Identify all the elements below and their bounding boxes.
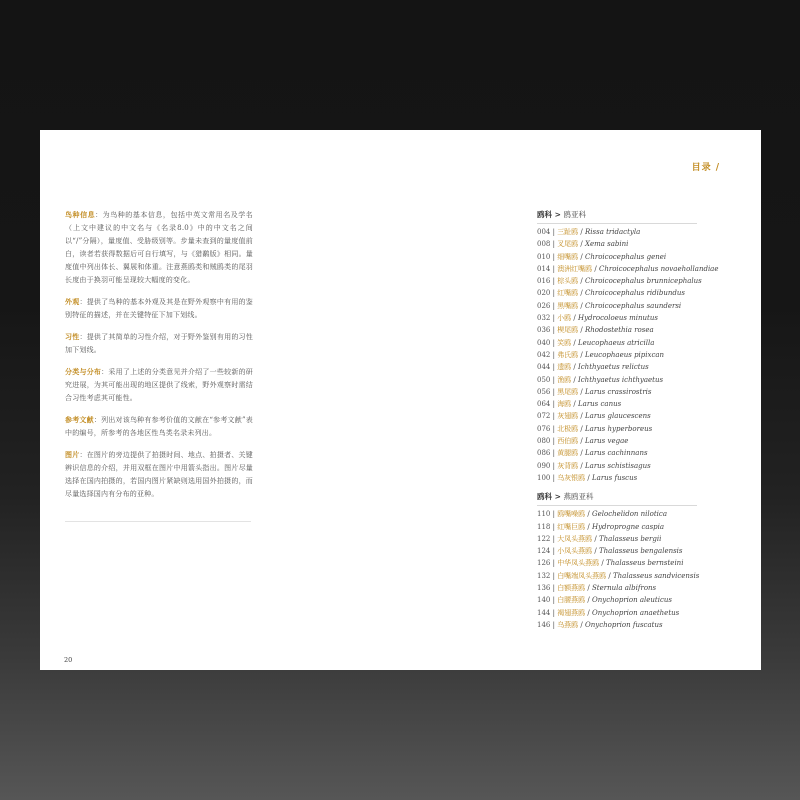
entry-separator: | [550, 350, 558, 359]
entry-chinese-name: 白额燕鸥 [557, 584, 586, 593]
paragraph-term: 鸟种信息 [65, 210, 96, 219]
entry-separator: / [578, 387, 585, 396]
entry-chinese-name: 海鸥 [557, 400, 572, 409]
entry-separator: | [550, 387, 558, 396]
paragraph-text: ：列出对该鸟种有参考价值的文献在“参考文献”表中的编号，所参考的各地区性鸟类名录未列出。 [65, 416, 253, 437]
entry-separator: / [592, 264, 599, 273]
entry-separator: / [585, 510, 592, 519]
entry-chinese-name: 灰背鸥 [557, 461, 579, 470]
paragraph-term: 参考文献 [65, 415, 94, 424]
book-spread [40, 130, 761, 670]
toc-entry[interactable] [537, 570, 737, 582]
entry-scientific-name: Chroicocephalus novaehollandiae [599, 264, 719, 273]
entry-page-number: 004 [537, 228, 551, 236]
subfamily-name: 鸥亚科 [563, 210, 587, 219]
entry-scientific-name: Larus schistisagus [585, 461, 651, 470]
entry-scientific-name: Hydroprogne caspia [592, 522, 665, 531]
entry-chinese-name: 红嘴巨鸥 [557, 522, 586, 531]
entry-separator: | [550, 363, 558, 372]
entry-scientific-name: Gelochelidon nilotica [592, 510, 668, 519]
toc-entry[interactable] [537, 361, 737, 373]
entry-scientific-name: Thalasseus bernsteini [606, 559, 684, 568]
entry-page-number: 008 [537, 240, 551, 249]
entry-chinese-name: 红嘴鸥 [557, 289, 579, 298]
entry-scientific-name: Onychoprion aleuticus [592, 596, 672, 605]
entry-page-number: 032 [537, 314, 551, 323]
toc-title: 目录 / [691, 163, 720, 173]
left-page [40, 130, 400, 670]
toc-entry[interactable] [537, 398, 737, 410]
entry-separator: / [585, 596, 592, 605]
entry-page-number: 146 [537, 620, 551, 629]
toc-entry[interactable] [537, 545, 737, 557]
toc-entry[interactable] [537, 435, 737, 447]
entry-scientific-name: Rhodostethia rosea [585, 326, 654, 335]
entry-page-number: 080 [537, 437, 551, 446]
entry-separator: | [550, 264, 558, 273]
entry-separator: / [571, 338, 578, 347]
entry-separator: | [550, 571, 558, 580]
entry-scientific-name: Larus canus [578, 400, 622, 409]
entry-chinese-name: 楔尾鸥 [557, 326, 579, 335]
toc-entry[interactable] [537, 594, 737, 606]
entry-separator: / [585, 473, 592, 482]
table-of-contents [537, 208, 737, 631]
toc-entry[interactable] [537, 423, 737, 435]
paragraph-term: 外观 [65, 297, 80, 306]
entry-scientific-name: Ichthyaetus ichthyaetus [578, 375, 664, 384]
entry-page-number: 090 [537, 461, 551, 470]
toc-entry[interactable] [537, 263, 737, 275]
entry-chinese-name: 大凤头燕鸥 [557, 534, 593, 543]
toc-entry[interactable] [537, 619, 737, 631]
entry-separator: / [578, 301, 585, 310]
entry-chinese-name: 小凤头燕鸥 [557, 547, 593, 556]
entry-separator: / [578, 228, 585, 236]
entry-separator: / [578, 449, 585, 458]
entry-page-number: 050 [537, 375, 551, 384]
entry-separator: | [550, 449, 558, 458]
entry-scientific-name: Larus crassirostris [585, 387, 652, 396]
toc-entry[interactable] [537, 447, 737, 459]
entry-separator: | [550, 510, 558, 519]
toc-entry[interactable] [537, 410, 737, 422]
toc-entry[interactable] [537, 607, 737, 619]
entry-separator: | [550, 326, 558, 335]
entry-page-number: 124 [537, 547, 551, 556]
toc-entry[interactable] [537, 275, 737, 287]
entry-separator: | [550, 301, 558, 310]
entry-separator: / [571, 314, 578, 323]
entry-separator: | [550, 596, 558, 605]
entry-separator: / [578, 252, 585, 261]
entry-scientific-name: Chroicocephalus genei [585, 252, 667, 261]
entry-scientific-name: Larus vegae [585, 437, 629, 446]
entry-chinese-name: 三趾鸥 [557, 228, 579, 236]
entry-separator: / [585, 608, 592, 617]
entry-separator: | [550, 228, 558, 236]
toc-divider [537, 223, 697, 224]
entry-separator: / [578, 620, 585, 629]
toc-entry[interactable] [537, 337, 737, 349]
toc-entry[interactable] [537, 324, 737, 336]
paragraph-text: ：为鸟种的基本信息，包括中英文常用名及学名（上文中建议的中文名与《名录8.0》中的中文名之间以“/”分隔），量度值、受胁级别等。步量未查到的量度值前白，读者若获得数据后可自行填写，与《猎鹬版》相同。量度值中列出体长、翼展和体重。注意燕鸥类和贼鸥类的尾羽长度由于换羽可能呈现较大幅度的变化。 [65, 211, 253, 284]
toc-entry[interactable] [537, 557, 737, 569]
entry-page-number: 036 [537, 326, 551, 335]
entry-page-number: 056 [537, 387, 551, 396]
entry-page-number: 064 [537, 400, 551, 409]
section-rule [65, 521, 251, 522]
toc-entry[interactable] [537, 238, 737, 250]
entry-separator: | [550, 375, 558, 384]
entry-page-number: 110 [537, 510, 551, 519]
breadcrumb-separator: > [552, 492, 564, 502]
entry-separator: / [571, 375, 578, 384]
entry-chinese-name: 棕头鸥 [557, 277, 579, 286]
entry-scientific-name: Thalasseus bengalensis [599, 547, 683, 556]
entry-scientific-name: Rissa tridactyla [585, 228, 641, 236]
entry-scientific-name: Onychoprion fuscatus [585, 620, 663, 629]
entry-scientific-name: Larus fuscus [592, 473, 638, 482]
entry-chinese-name: 白嘴端凤头燕鸥 [557, 571, 607, 580]
entry-page-number: 076 [537, 424, 551, 433]
entry-scientific-name: Chroicocephalus saundersi [585, 301, 682, 310]
subfamily-heading [537, 208, 737, 221]
description-paragraph [65, 448, 253, 501]
entry-chinese-name: 北极鸥 [557, 424, 579, 433]
toc-divider [537, 505, 697, 506]
entry-scientific-name: Larus hyperboreus [585, 424, 653, 433]
page-number: 20 [64, 656, 73, 664]
description-paragraph [65, 365, 253, 405]
entry-page-number: 072 [537, 412, 551, 421]
entry-separator: | [550, 412, 558, 421]
entry-scientific-name: Chroicocephalus ridibundus [585, 289, 685, 298]
entry-chinese-name: 褐翅燕鸥 [557, 608, 586, 617]
entry-page-number: 122 [537, 534, 551, 543]
entry-separator: | [550, 620, 558, 629]
entry-scientific-name: Thalasseus bergii [599, 534, 662, 543]
entry-page-number: 118 [537, 522, 551, 531]
entry-separator: / [578, 240, 585, 249]
entry-separator: | [550, 289, 558, 298]
entry-separator: / [599, 559, 606, 568]
entry-page-number: 132 [537, 571, 551, 580]
entry-separator: | [550, 584, 558, 593]
entry-separator: | [550, 473, 558, 482]
entry-separator: / [606, 571, 613, 580]
entry-separator: | [550, 437, 558, 446]
entry-separator: | [550, 240, 558, 249]
entry-separator: / [592, 534, 599, 543]
toc-entry[interactable] [537, 287, 737, 299]
paragraph-text: ：在图片的旁边提供了拍摄时间、地点、拍摄者、关键辨识信息的介绍，并用双框在图片中用箭头指出。图片尽量选择在国内拍摄的，若国内图片紧缺则选用国外拍摄的，而尽量选择国内有分布的亚种。 [65, 451, 253, 498]
entry-separator: | [550, 424, 558, 433]
entry-separator: | [550, 252, 558, 261]
paragraph-term: 分类与分布 [65, 367, 102, 376]
entry-chinese-name: 白腰燕鸥 [557, 596, 586, 605]
toc-entry[interactable] [537, 374, 737, 386]
toc-entry[interactable] [537, 460, 737, 472]
right-page [400, 130, 761, 670]
entry-chinese-name: 叉尾鸥 [557, 240, 579, 249]
entry-separator: | [550, 608, 558, 617]
entry-scientific-name: Leucophaeus atricilla [578, 338, 655, 347]
toc-entry[interactable] [537, 251, 737, 263]
entry-separator: / [578, 424, 585, 433]
subfamily-heading [537, 490, 737, 503]
entry-chinese-name: 黑尾鸥 [557, 387, 579, 396]
entry-page-number: 086 [537, 449, 551, 458]
paragraph-term: 习性 [65, 332, 80, 341]
entry-page-number: 100 [537, 473, 551, 482]
entry-scientific-name: Larus glaucescens [585, 412, 651, 421]
entry-page-number: 144 [537, 608, 551, 617]
entry-page-number: 040 [537, 338, 551, 347]
entry-separator: / [578, 461, 585, 470]
entry-separator: / [585, 584, 592, 593]
entry-page-number: 020 [537, 289, 551, 298]
entry-chinese-name: 澳洲红嘴鸥 [557, 264, 593, 273]
description-paragraph [65, 295, 253, 322]
entry-page-number: 042 [537, 350, 551, 359]
entry-separator: | [550, 461, 558, 470]
entry-chinese-name: 中华凤头燕鸥 [557, 559, 600, 568]
toc-entry[interactable] [537, 386, 737, 398]
entry-page-number: 014 [537, 264, 551, 273]
entry-separator: / [578, 289, 585, 298]
breadcrumb-separator: > [552, 210, 564, 219]
entry-chinese-name: 黑嘴鸥 [557, 301, 579, 310]
entry-scientific-name: Ichthyaetus relictus [578, 363, 649, 372]
description-paragraph [65, 330, 253, 357]
paragraph-term: 图片 [65, 450, 80, 459]
entry-separator: / [571, 363, 578, 372]
entry-scientific-name: Thalasseus sandvicensis [613, 571, 700, 580]
entry-chinese-name: 鸥嘴噪鸥 [557, 510, 586, 519]
entry-chinese-name: 灰翅鸥 [557, 412, 579, 421]
entry-page-number: 044 [537, 363, 551, 372]
entry-chinese-name: 乌灰银鸥 [557, 473, 586, 482]
toc-entry[interactable] [537, 226, 737, 238]
entry-separator: / [585, 522, 592, 531]
description-block [65, 208, 253, 509]
entry-scientific-name: Sternula albifrons [592, 584, 657, 593]
subfamily-name: 燕鸥亚科 [563, 492, 594, 502]
entry-separator: | [550, 547, 558, 556]
entry-separator: / [578, 326, 585, 335]
entry-chinese-name: 遗鸥 [557, 363, 572, 372]
entry-scientific-name: Larus cachinnans [585, 449, 648, 458]
toc-entry[interactable] [537, 582, 737, 594]
paragraph-text: ：提供了其简单的习性介绍，对于野外鉴别有用的习性加下划线。 [65, 333, 253, 354]
entry-chinese-name: 小鸥 [557, 314, 572, 323]
family-name: 鸥科 [537, 492, 552, 502]
entry-scientific-name: Hydrocoloeus minutus [578, 314, 658, 323]
entry-page-number: 140 [537, 596, 551, 605]
entry-separator: | [550, 534, 558, 543]
description-paragraph [65, 208, 253, 287]
entry-separator: / [578, 437, 585, 446]
entry-separator: | [550, 338, 558, 347]
entry-page-number: 010 [537, 252, 551, 261]
entry-separator: / [578, 412, 585, 421]
entry-separator: / [592, 547, 599, 556]
entry-scientific-name: Onychoprion anaethetus [592, 608, 680, 617]
paragraph-text: ：采用了上述的分类意见并介绍了一些较新的研究进展，为其可能出现的地区提供了线索，野外观察时需结合习性考虑其可能性。 [65, 368, 254, 402]
entry-page-number: 136 [537, 584, 551, 593]
toc-entry[interactable] [537, 349, 737, 361]
toc-entry[interactable] [537, 533, 737, 545]
entry-separator: | [550, 277, 558, 286]
entry-separator: | [550, 314, 558, 323]
entry-separator: | [550, 400, 558, 409]
entry-chinese-name: 乌燕鸥 [557, 620, 579, 629]
entry-chinese-name: 西伯鸥 [557, 437, 579, 446]
entry-separator: / [578, 277, 585, 286]
paragraph-text: ：提供了鸟种的基本外观及其是在野外观察中有用的鉴别特征的描述，并在关键特征下加下划线。 [65, 298, 253, 319]
entry-separator: | [550, 522, 558, 531]
toc-entry[interactable] [537, 508, 737, 520]
entry-page-number: 126 [537, 559, 551, 568]
toc-entry[interactable] [537, 300, 737, 312]
entry-chinese-name: 笑鸥 [557, 338, 572, 347]
entry-separator: / [571, 400, 578, 409]
entry-scientific-name: Chroicocephalus brunnicephalus [585, 277, 702, 286]
entry-separator: | [550, 559, 558, 568]
entry-chinese-name: 弗氏鸥 [557, 350, 579, 359]
entry-chinese-name: 渔鸥 [557, 375, 572, 384]
entry-chinese-name: 黄腿鸥 [557, 449, 579, 458]
toc-entry[interactable] [537, 472, 737, 484]
entry-page-number: 016 [537, 277, 551, 286]
entry-scientific-name: Leucophaeus pipixcan [585, 350, 665, 359]
entry-chinese-name: 细嘴鸥 [557, 252, 579, 261]
entry-scientific-name: Xema sabini [585, 240, 629, 249]
entry-separator: / [578, 350, 585, 359]
description-paragraph [65, 413, 253, 440]
family-name: 鸥科 [537, 210, 552, 219]
entry-page-number: 026 [537, 301, 551, 310]
toc-entry[interactable] [537, 312, 737, 324]
toc-entry[interactable] [537, 521, 737, 533]
